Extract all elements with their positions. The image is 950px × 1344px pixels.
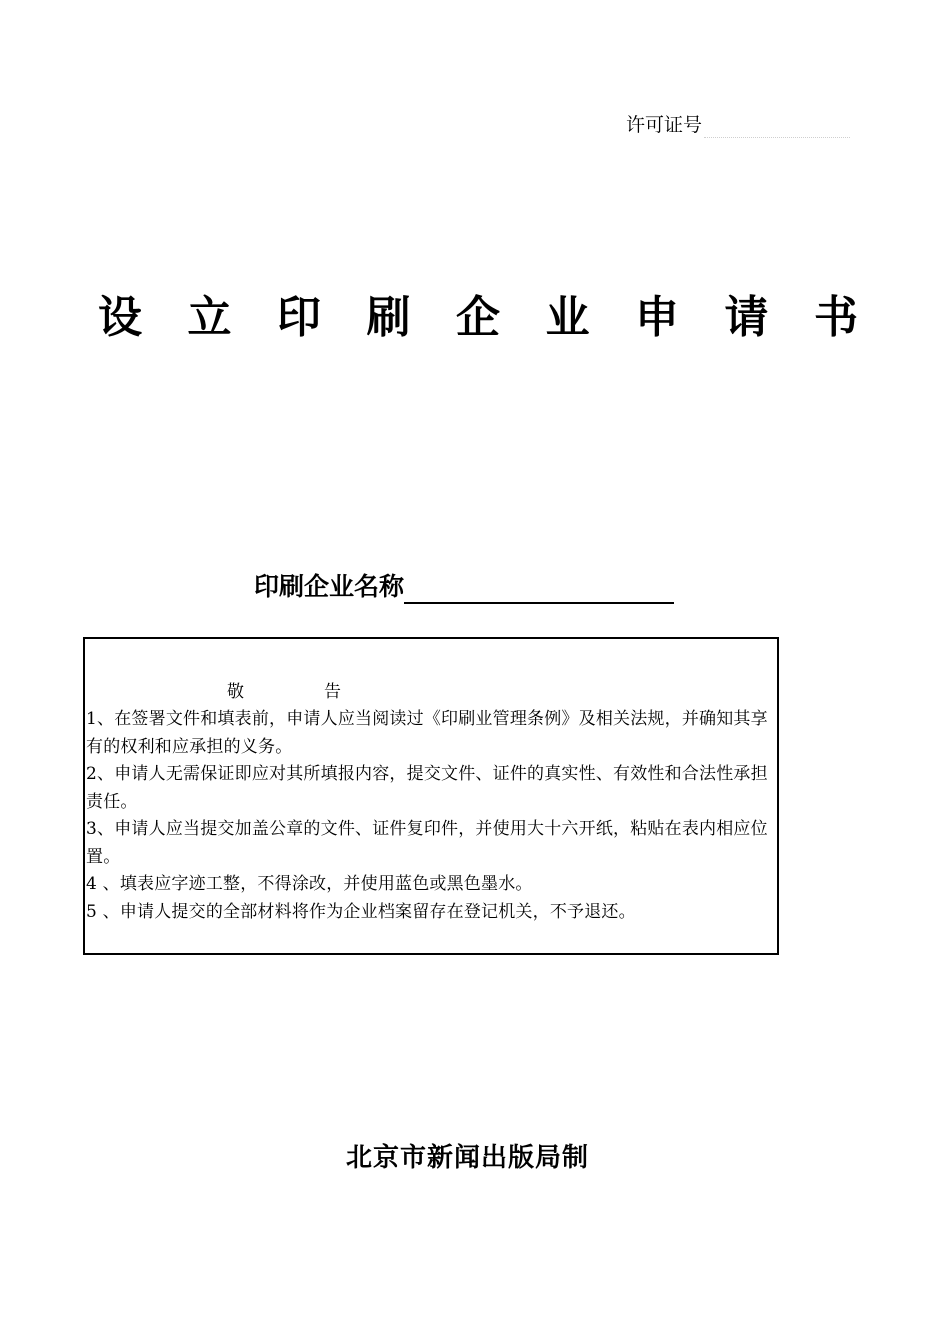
document-title bbox=[98, 290, 858, 346]
license-number-label: 许可证号 bbox=[626, 114, 703, 136]
title-char: 申 bbox=[635, 292, 679, 343]
notice-list bbox=[86, 706, 770, 926]
notice-title bbox=[227, 680, 341, 704]
notice-box bbox=[83, 637, 779, 955]
title-char: 企 bbox=[456, 292, 500, 343]
notice-item: 3、申请人应当提交加盖公章的文件、证件复印件，并使用大十六开纸，粘贴在表内相应位置。 bbox=[86, 819, 768, 867]
notice-item: 2、申请人无需保证即应对其所填报内容，提交文件、证件的真实性、有效性和合法性承担责任。 bbox=[86, 764, 768, 812]
company-name-blank[interactable] bbox=[404, 572, 674, 604]
issuer-footer: 北京市新闻出版局制 bbox=[346, 1143, 590, 1173]
title-char: 刷 bbox=[366, 292, 411, 343]
company-name-field bbox=[254, 570, 674, 604]
title-char: 印 bbox=[277, 292, 321, 343]
company-name-label: 印刷企业名称 bbox=[254, 572, 405, 601]
title-char: 书 bbox=[814, 292, 858, 343]
notice-item: 1、在签署文件和填表前，申请人应当阅读过《印刷业管理条例》及相关法规，并确知其享有的权利和应承担的义务。 bbox=[86, 709, 768, 757]
title-char: 业 bbox=[545, 292, 590, 343]
notice-item: 5 、申请人提交的全部材料将作为企业档案留存在登记机关，不予退还。 bbox=[86, 901, 636, 922]
license-number-field bbox=[626, 112, 850, 138]
title-char: 立 bbox=[187, 292, 232, 343]
notice-title-left: 敬 bbox=[227, 682, 244, 702]
notice-title-right: 告 bbox=[324, 682, 341, 702]
license-number-blank[interactable] bbox=[704, 115, 850, 138]
title-char: 请 bbox=[724, 292, 769, 343]
notice-item: 4 、填表应字迹工整，不得涂改，并使用蓝色或黑色墨水。 bbox=[86, 874, 533, 894]
title-char: 设 bbox=[98, 292, 142, 343]
